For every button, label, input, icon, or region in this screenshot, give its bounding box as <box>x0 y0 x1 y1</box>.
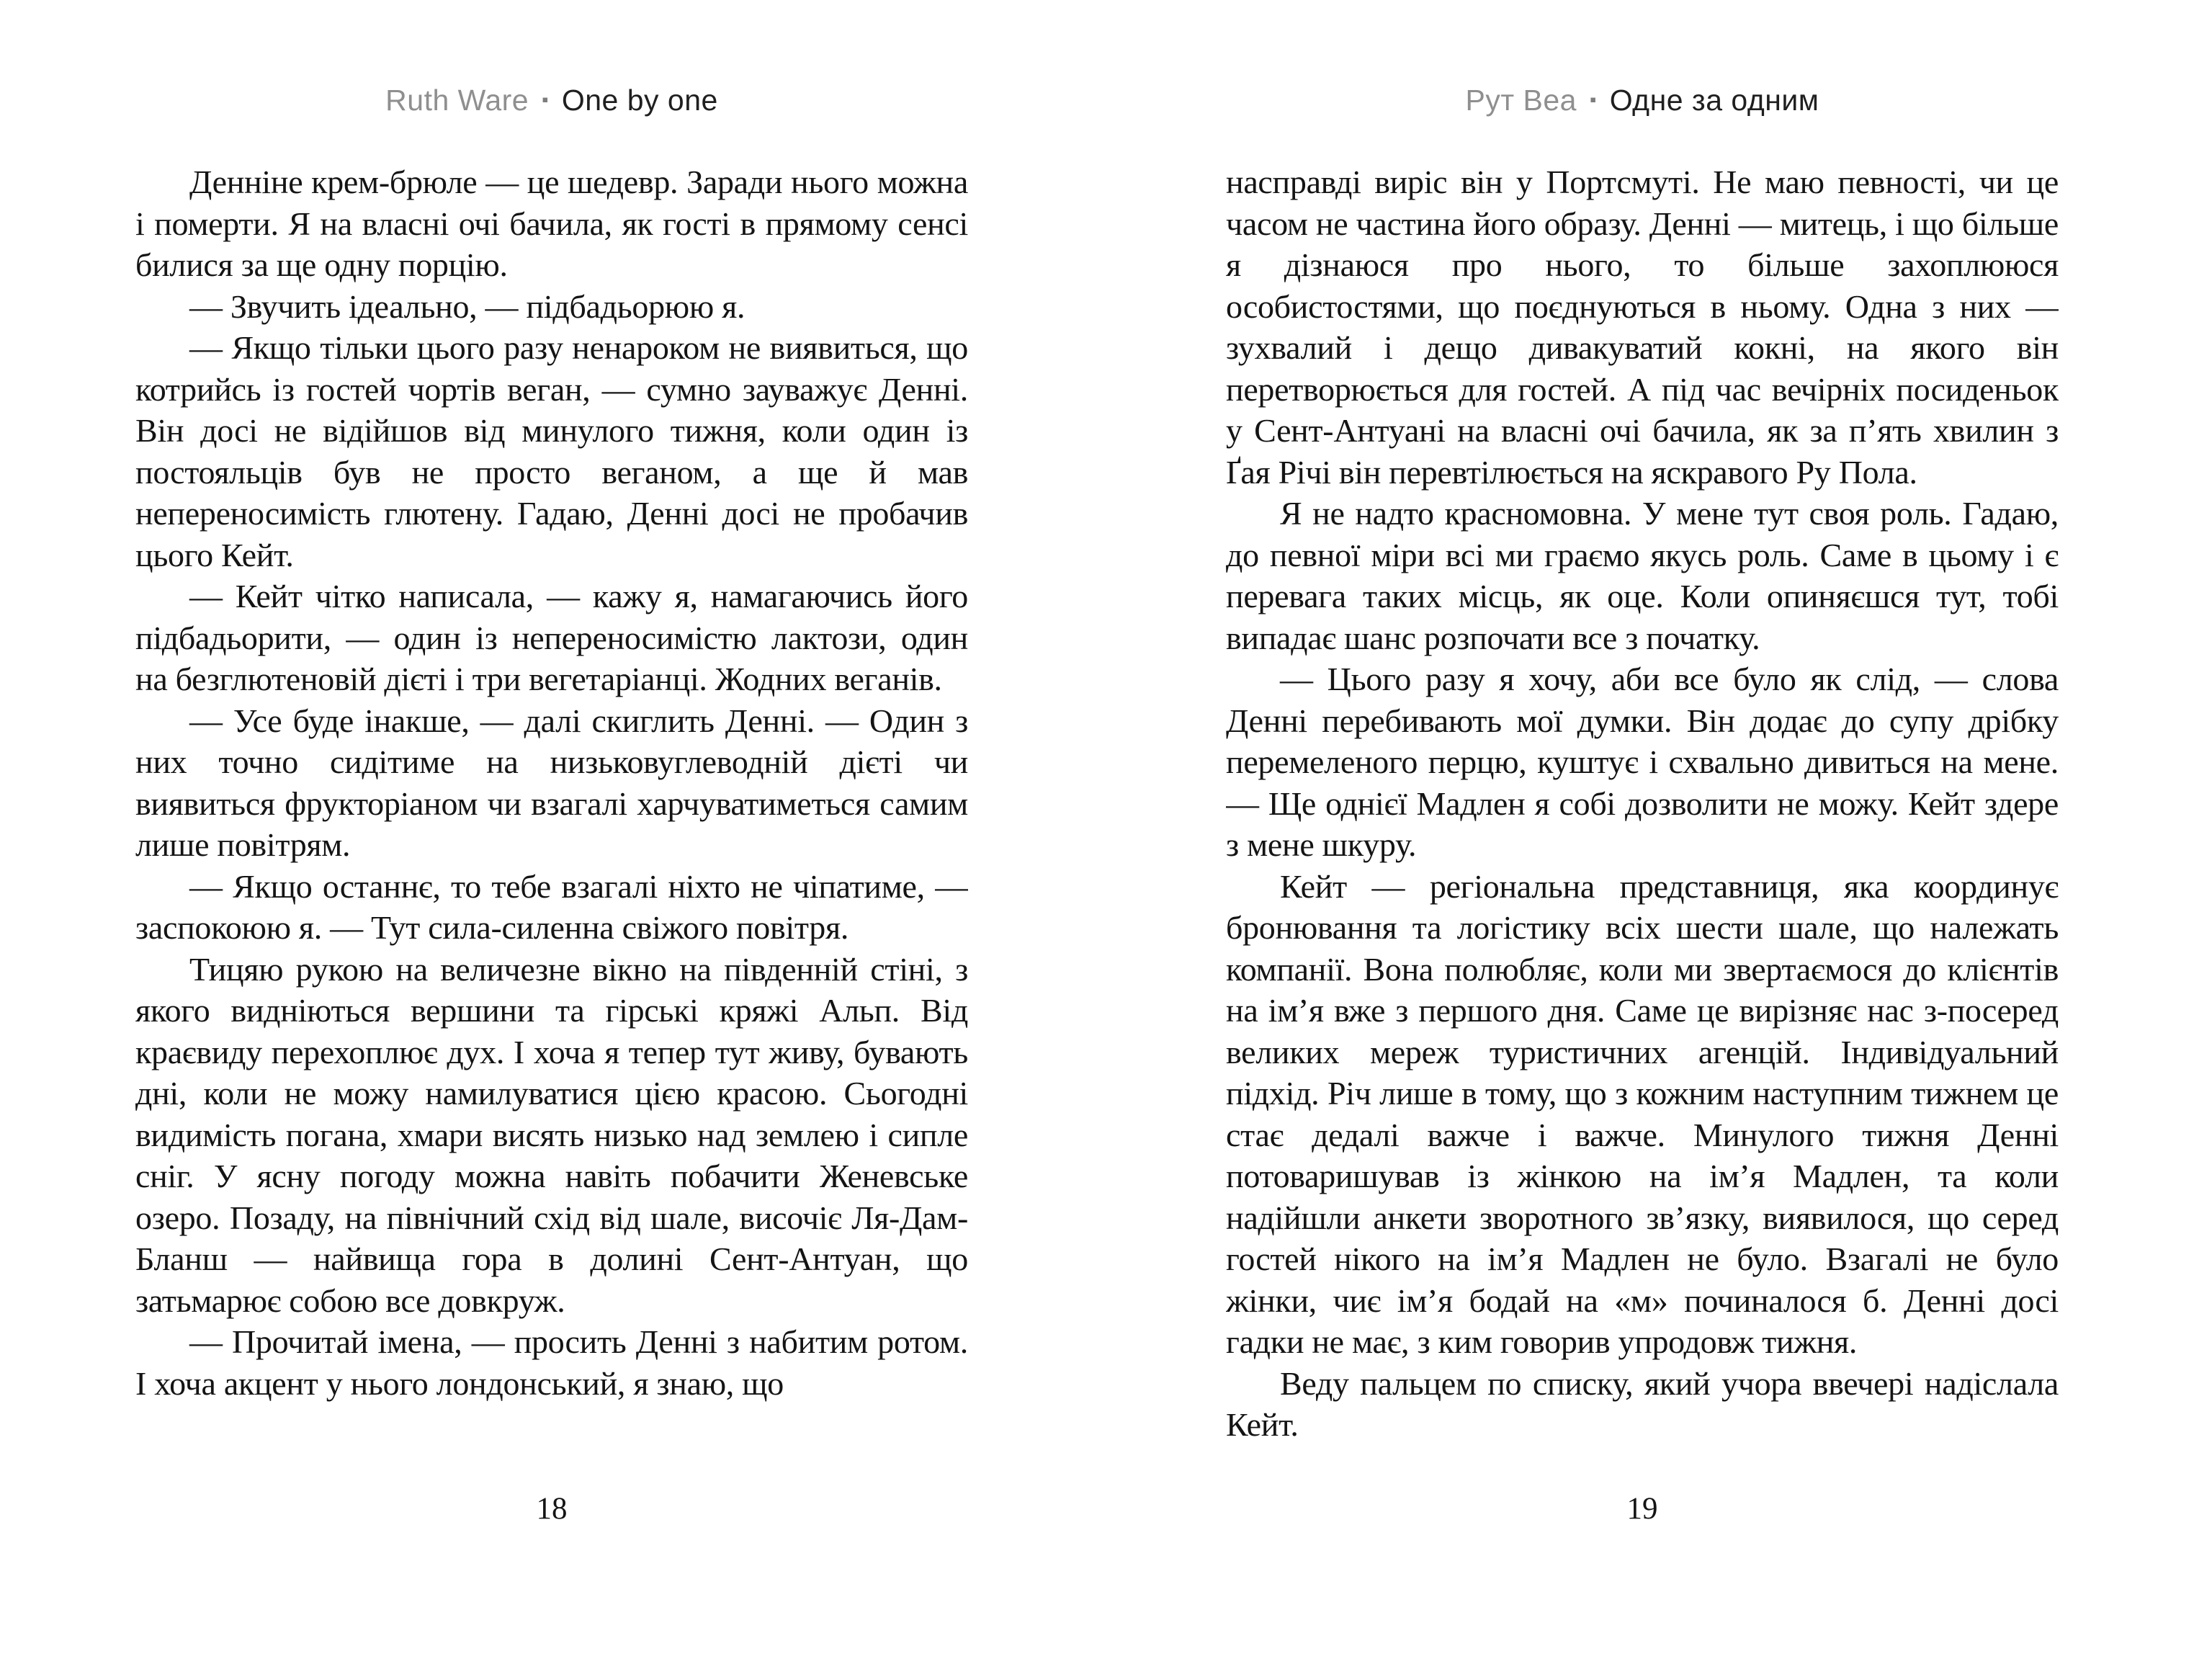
paragraph: Кейт — регіональна представниця, яка координує бронювання та логістику всіх шести шале, що належать компанії. Вона полюбляє, коли ми звертаємося до клієнтів на ім’я вже з першого дня. Саме це вирізняє нас з-посеред великих мереж туристичних агенцій. Індивідуальний підхід. Річ лише в тому, що з кожним наступним тижнем це стає дедалі важче і важче. Минулого тижня Денні потоваришував із жінкою на ім’я Мадлен, та коли надійшли анкети зворотного зв’язку, виявилося, що серед гостей нікого на ім’я Мадлен не було. Взагалі не було жінки, чиє ім’я бодай на «м» починалося б. Денні досі гадки не має, з ким говорив упродовж тижня. <box>1226 867 2059 1360</box>
page-number-left: 18 <box>536 1492 568 1526</box>
paragraph: — Усе буде інакше, — далі скиглить Денні. — Один з них точно сидітиме на низьковуглеводній дієті чи виявиться фрукторіаном чи взагалі харчуватиметься самим лише повітрям. <box>135 702 968 863</box>
running-header-right <box>1226 84 2059 117</box>
paragraph: — Якщо тільки цього разу ненароком не виявиться, що котрийсь із гостей чортів веган, — сумно зауважує Денні. Він досі не відійшов від минулого тижня, коли один із постояльців був не просто веганом, а ще й мав непереносимість глютену. Гадаю, Денні досі не пробачив цього Кейт. <box>135 329 968 573</box>
author-name: Ruth Ware <box>385 84 529 117</box>
separator-square-icon: ▪ <box>1589 89 1597 110</box>
body-text-left <box>135 161 968 1472</box>
paragraph: Веду пальцем по списку, який учора ввечері надіслала Кейт. <box>1226 1364 2059 1443</box>
page-left <box>135 0 968 1659</box>
paragraph: — Якщо останнє, то тебе взагалі ніхто не чіпатиме, — заспокоюю я. — Тут сила-силенна свіжого повітря. <box>135 867 968 946</box>
paragraph: Тицяю рукою на величезне вікно на південній стіні, з якого видніються вершини та гірські кряжі Альп. Від краєвиду перехоплює дух. І хоча я тепер тут живу, бувають дні, коли не можу намилуватися цією красою. Сьогодні видимість погана, хмари висять низько над землею і сипле сніг. У ясну погоду можна навіть побачити Женевське озеро. Позаду, на північний схід від шале, височіє Ля-Дам-Бланш — найвища гора в долині Сент-Антуан, що затьмарює собою все довкруж. <box>135 950 968 1319</box>
page-number-right: 19 <box>1626 1492 1658 1526</box>
paragraph: — Звучить ідеально, — підбадьорюю я. <box>189 287 745 325</box>
paragraph: Я не надто красномовна. У мене тут своя роль. Гадаю, до певної міри всі ми граємо якусь роль. Саме в цьому і є перевага таких місць, як оце. Коли опиняєшся тут, тобі випадає шанс розпочати все з початку. <box>1226 495 2059 656</box>
body-text-right <box>1226 161 2059 1472</box>
author-name: Рут Веа <box>1465 84 1577 117</box>
separator-square-icon: ▪ <box>542 89 549 110</box>
book-title: One by one <box>561 84 718 117</box>
book-title: Одне за одним <box>1609 84 1819 117</box>
running-header-left <box>135 84 968 117</box>
paragraph: Денніне крем-брюле — це шедевр. Заради нього можна і померти. Я на власні очі бачила, як гості в прямому сенсі билися за ще одну порцію. <box>135 164 968 283</box>
page-right <box>1226 0 2059 1659</box>
paragraph: — Кейт чітко написала, — кажу я, намагаючись його підбадьорити, — один із непереносимістю лактози, один на безглютеновій дієті і три вегетаріанці. Жодних веганів. <box>135 578 968 697</box>
paragraph: насправді виріс він у Портсмуті. Не маю певності, чи це часом не частина його образу. Денні — митець, і що більше я дізнаюся про нього, то більше захоплююся особистостями, що поєднуються в ньому. Одна з них — зухвалий і дещо дивакуватий кокні, на якого він перетворюється для гостей. А під час вечірніх посиденьок у Сент-Антуані на власні очі бачила, як за п’ять хвилин з Ґая Річі він перевтілюється на яскравого Ру Пола. <box>1226 164 2059 491</box>
paragraph: — Прочитай імена, — просить Денні з набитим ротом. І хоча акцент у нього лондонський, я знаю, що <box>135 1323 968 1402</box>
paragraph: — Цього разу я хочу, аби все було як слід, — слова Денні перебивають мої думки. Він додає до супу дрібку перемеленого перцю, куштує і схвально дивиться на мене. — Ще однієї Мадлен я собі дозволити не можу. Кейт здере з мене шкуру. <box>1226 661 2059 863</box>
